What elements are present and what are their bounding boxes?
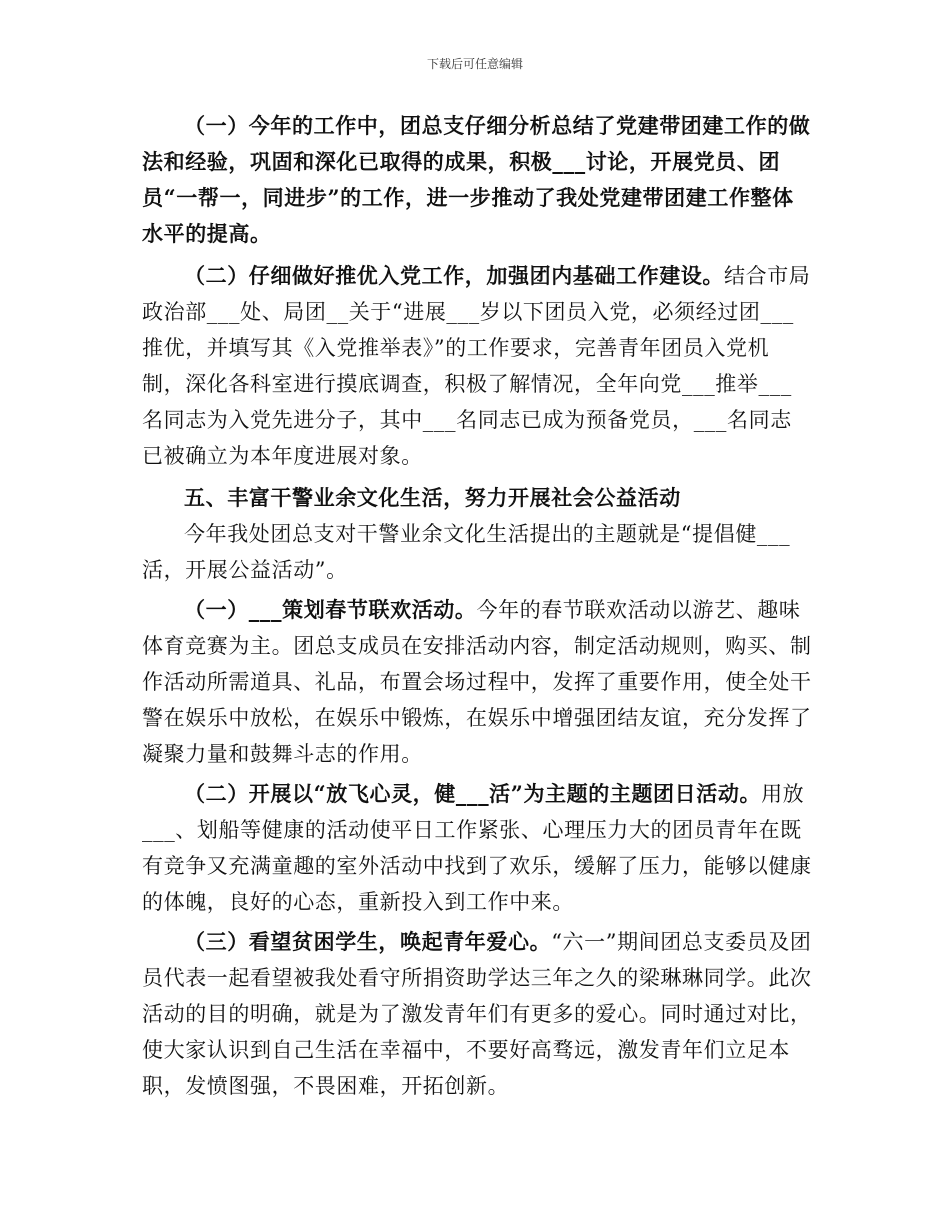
paragraph-recommend-party: [142, 258, 812, 474]
paragraph-heading: （三）看望贫困学生，唤起青年爱心。: [184, 929, 552, 954]
paragraph-heading: （一）___策划春节联欢活动。: [184, 597, 477, 622]
paragraph-body: 结合市局政治部___处、局团__关于“进展___岁以下团员入党，必须经过团___推优，并填写其《入党推举表》”的工作要求，完善青年团员入党机制，深化各科室进行摸底调查，积极了解情况，全年向党___推举___名同志为入党先进分子，其中___名同志已成为预备党员，___名同志已被确立为本年度进展对象。: [142, 264, 811, 468]
section-heading-culture: 五、丰富干警业余文化生活，努力开展社会公益活动: [184, 485, 681, 510]
paragraph-party-building: （一）今年的工作中，团总支仔细分析总结了党建带团建工作的做法和经验，巩固和深化已取得的成果，积极___讨论，开展党员、团员“一帮一，同进步”的工作，进一步推动了我处党建带团建工作整体水平的提高。: [142, 113, 811, 246]
paragraph-theme-day: [142, 776, 812, 920]
paragraph-body: 今年的春节联欢活动以游艺、趣味体育竞赛为主。团总支成员在安排活动内容，制定活动规则，购买、制作活动所需道具、礼品，布置会场过程中，发挥了重要作用，使全处干警在娱乐中放松，在娱乐中锻炼，在娱乐中增强团结友谊，充分发挥了凝聚力量和鼓舞斗志的作用。: [142, 598, 812, 766]
paragraph-visit-students: [142, 924, 812, 1104]
paragraph-spring-festival: [142, 592, 812, 772]
paragraph-body: “六一”期间团总支委员及团员代表一起看望被我处看守所捐资助学达三年之久的梁琳琳同学。此次活动的目的明确，就是为了激发青年们有更多的爱心。同时通过对比，使大家认识到自己生活在幸福中，不要好高骛远，激发青年们立足本职，发愤图强，不畏困难，开拓创新。: [142, 930, 812, 1098]
paragraph-heading: （二）仔细做好推优入党工作，加强团内基础工作建设。: [184, 263, 724, 288]
paragraph-theme: 今年我处团总支对干警业余文化生活提出的主题就是“提倡健___活，开展公益活动”。: [142, 522, 791, 582]
paragraph-body: 用放___、划船等健康的活动使平日工作紧张、心理压力大的团员青年在既有竞争又充满童趣的室外活动中找到了欢乐，缓解了压力，能够以健康的体魄，良好的心态，重新投入到工作中来。: [142, 782, 812, 914]
page-header: 下载后可任意编辑: [426, 57, 523, 71]
paragraph-heading: （二）开展以“放飞心灵，健___活”为主题的主题团日活动。: [184, 781, 762, 806]
